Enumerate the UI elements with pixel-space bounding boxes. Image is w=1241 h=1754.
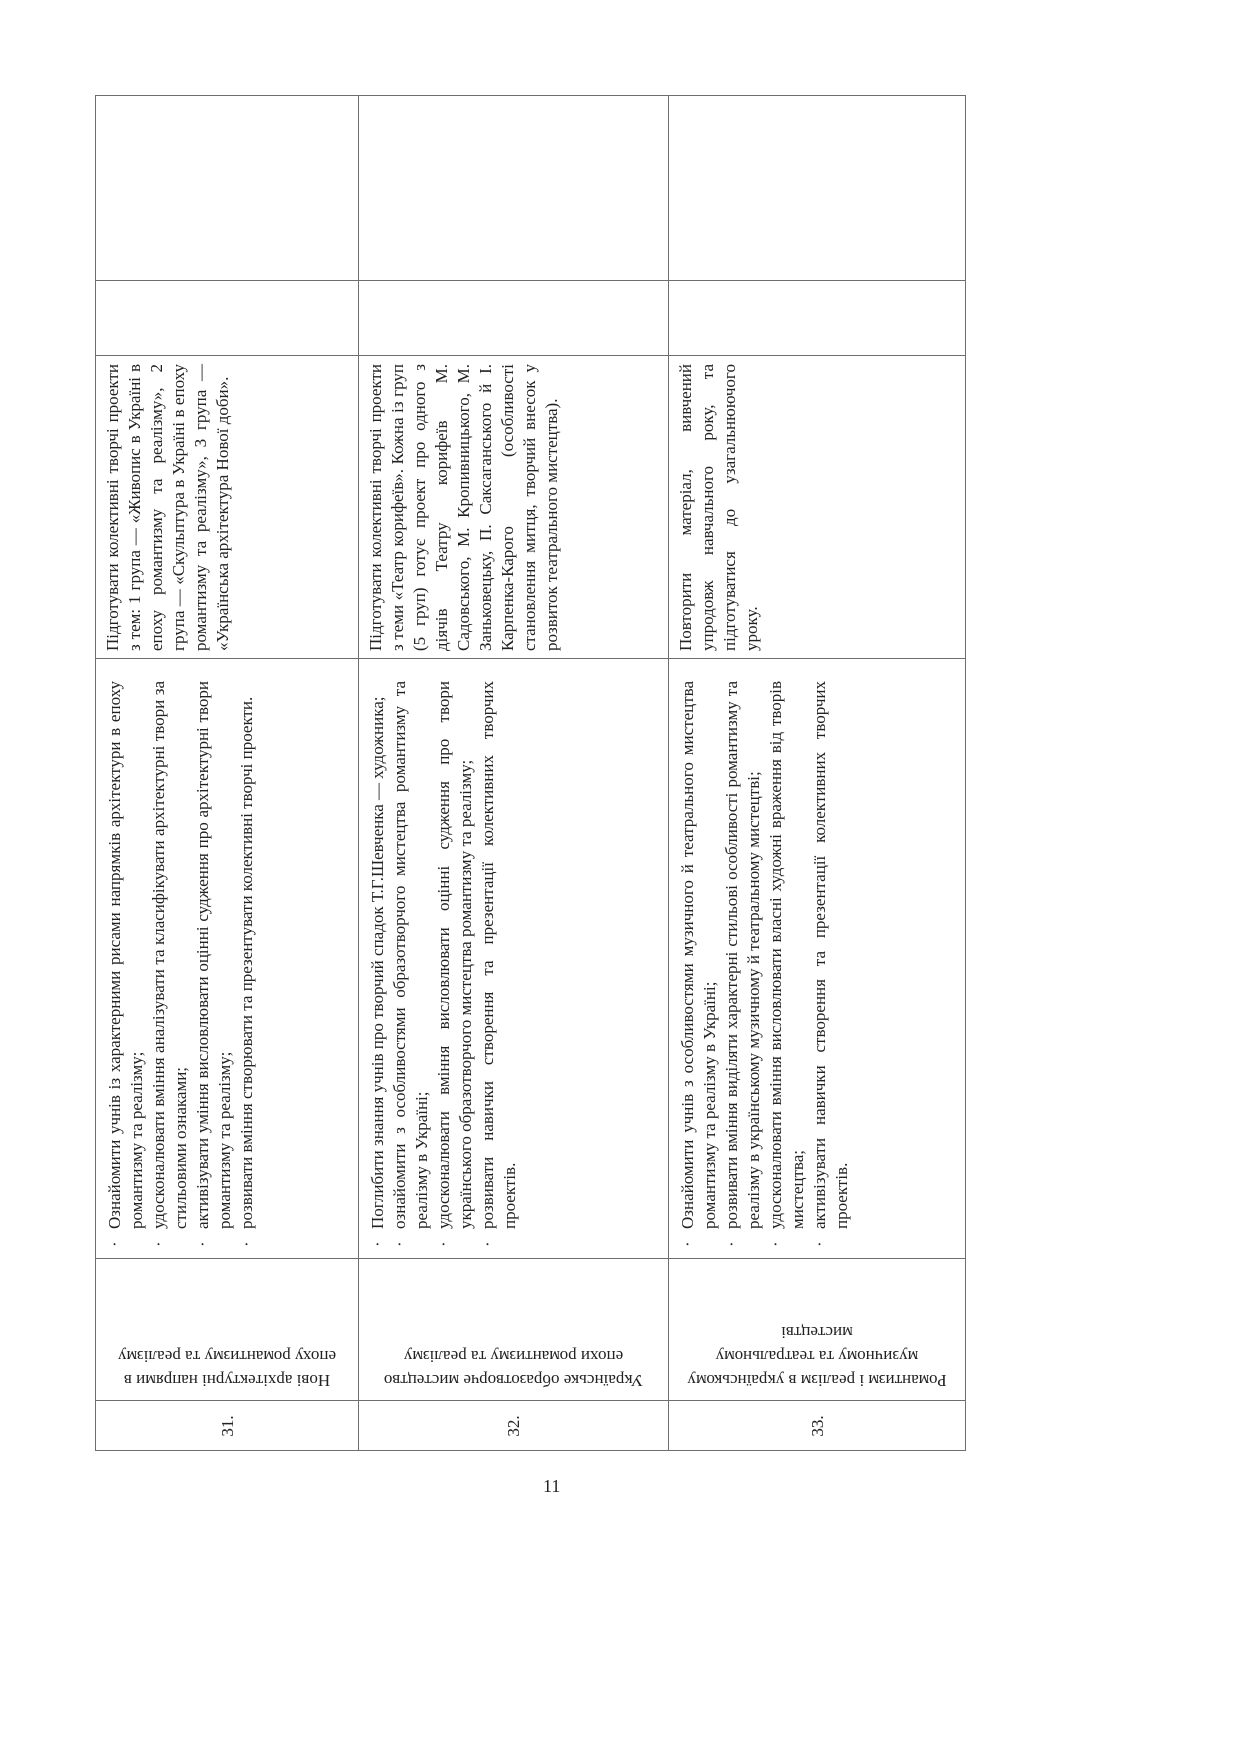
topic-text: Українське образотворче мистецтво епохи романтизму та реалізму — [383, 1347, 644, 1390]
lesson-number: 32. — [504, 1415, 523, 1437]
homework-cell — [358, 355, 669, 659]
objective-item: · Ознайомити учнів із характерними рисами напрямків архітектури в епоху романтизму та реалізму; — [104, 681, 148, 1229]
objective-item: · удосконалювати вміння аналізувати та класифікувати архітектурні твори за стильовими ознаками; — [148, 681, 192, 1229]
empty-cell — [668, 280, 966, 356]
homework-text: Повторити матеріал, вивчений упродовж навчального року, та підготуватися до узагальнюючого уроку. — [676, 364, 761, 651]
empty-cell — [358, 280, 669, 356]
lesson-number-cell — [95, 1400, 359, 1451]
empty-cell — [668, 95, 966, 281]
empty-cell — [95, 280, 359, 356]
objectives-cell — [358, 658, 669, 1259]
homework-cell — [95, 355, 359, 659]
objective-item: · удосконалювати вміння висловлювати оцінні судження про твори українського образотворчого мистецтва романтизму та реалізму; — [433, 681, 477, 1229]
objective-item: · ознайомити з особливостями образотворчого мистецтва романтизму та реалізму в Україні; — [389, 681, 433, 1229]
topic-cell — [95, 1258, 359, 1401]
lesson-number-cell — [668, 1400, 966, 1451]
lesson-number: 33. — [807, 1415, 827, 1437]
objective-item: · активізувати уміння висловлювати оцінні судження про архітектурні твори романтизму та реалізму; — [192, 681, 236, 1229]
objectives-list — [367, 681, 521, 1251]
homework-text: Підготувати колективні творчі проекти з теми «Театр корифеїв». Кожна із груп (5 груп) готує проект про одного з діячів Театру корифеїв М. Садовського, М. Кропивницького, М. Заньковецьку, П. Саксаганського й І. Карпенка-Карого (особливості становлення митця, творчий внесок у розвиток театрального мистецтва). — [366, 364, 561, 651]
topic-text: Романтизм і реалізм в українському музичному та театральному мистецтві — [687, 1323, 947, 1390]
objective-item: · Ознайомити учнів з особливостями музичного й театрального мистецтва романтизму та реалізму в Україні; — [677, 681, 721, 1229]
topic-cell — [668, 1258, 966, 1401]
objective-item: · розвивати вміння виділяти характерні стильові особливості романтизму та реалізму в українському музичному й театральному мистецтві; — [721, 681, 765, 1229]
objectives-cell — [668, 658, 966, 1259]
objectives-list — [104, 681, 258, 1251]
topic-cell — [358, 1258, 669, 1401]
page-number: 11 — [543, 1476, 561, 1496]
objective-item: · розвивати вміння створювати та презентувати колективні творчі проекти. — [236, 681, 258, 1229]
objective-item: · активізувати навички створення та презентації колективних творчих проектів. — [809, 681, 853, 1229]
homework-text: Підготувати колективні творчі проекти з тем: 1 група — «Живопис в Україні в епоху романтизму та реалізму», 2 група — «Скульптура в Україні в епоху романтизму та реалізму», 3 група — «Українська архітектура Нової доби». — [103, 364, 232, 651]
objective-item: · розвивати навички створення та презентації колективних творчих проектів. — [477, 681, 521, 1229]
homework-cell — [668, 355, 966, 659]
lesson-number-cell — [358, 1400, 669, 1451]
objectives-cell — [95, 658, 359, 1259]
objectives-list — [677, 681, 853, 1251]
lesson-number: 31. — [217, 1415, 237, 1437]
topic-text: Нові архітектурні напрями в епоху романтизму та реалізму — [117, 1347, 337, 1390]
objective-item: · Поглибити знання учнів про творчий спадок Т.Г.Шевченка — художника; — [367, 681, 389, 1229]
empty-cell — [95, 95, 359, 281]
empty-cell — [358, 95, 669, 281]
objective-item: · удосконалювати вміння висловлювати власні художні враження від творів мистецтва; — [765, 681, 809, 1229]
